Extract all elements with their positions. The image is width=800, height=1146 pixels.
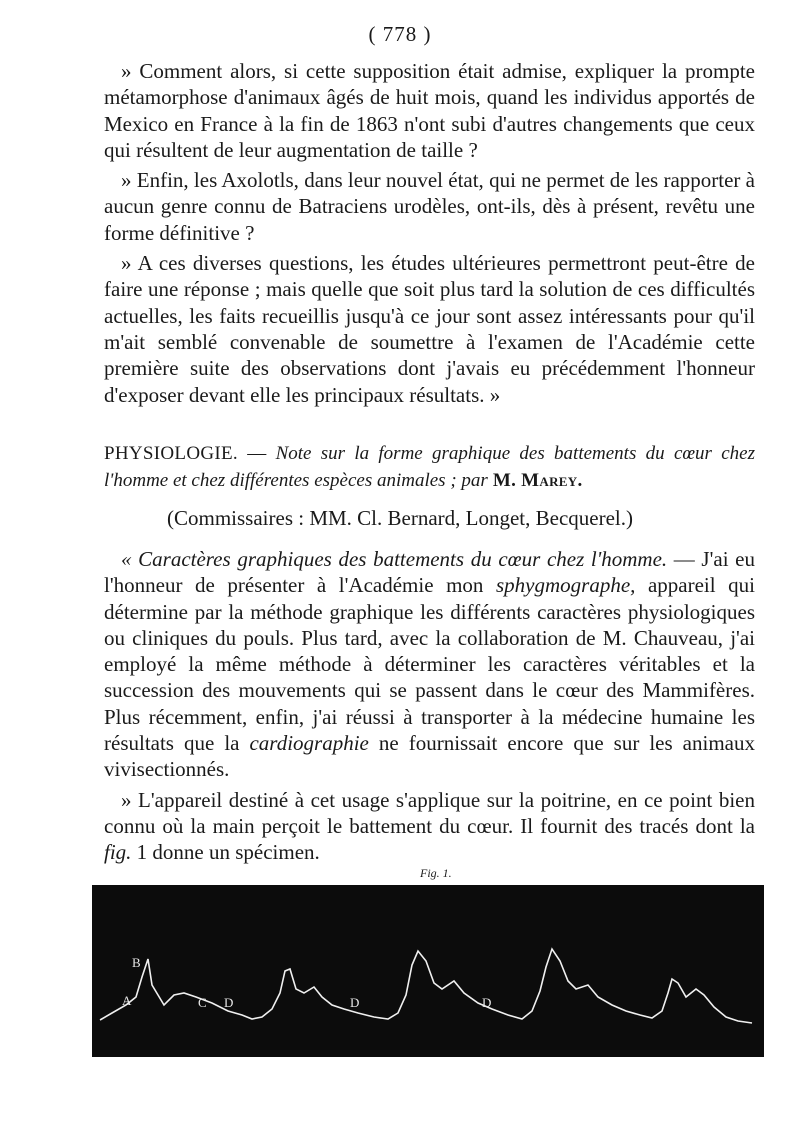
paragraph — [104, 787, 755, 866]
section-dash: — — [237, 443, 276, 464]
figure-letter: D — [224, 995, 234, 1010]
paragraph-text: — J'ai eu l'honneur de présenter à l'Académie mon — [104, 547, 755, 598]
commissaires: (Commissaires : MM. Cl. Bernard, Longet, Becquerel.) — [167, 506, 633, 530]
cardiograph-trace — [92, 885, 764, 1057]
term-cardiographie: cardiographie — [249, 731, 369, 756]
paragraph-text: ne fournissait encore que sur les animaux vivisectionnés. — [104, 731, 755, 782]
page-number: ( 778 ) — [368, 22, 432, 46]
figure-caption: Fig. 1. — [420, 866, 452, 880]
paragraph-text: » L'appareil destiné à cet usage s'applique sur la poitrine, en ce point bien connu où la main perçoit le battement du cœur. Il fournit des tracés dont la — [104, 787, 755, 838]
figure-letter: C — [198, 995, 207, 1010]
paragraph-lead: « Caractères graphiques des battements du cœur chez l'homme. — [121, 547, 668, 571]
fig-reference: fig. — [104, 840, 132, 865]
figure-letter: D — [350, 995, 360, 1010]
opening-paragraphs — [104, 58, 755, 408]
paragraph-text: 1 donne un spécimen. — [131, 840, 320, 865]
paragraph: » Enfin, les Axolotls, dans leur nouvel état, qui ne permet de les rapporter à aucun genre connu de Batraciens urodèles, ont-ils, dès à présent, revêtu une forme définitive ? — [104, 168, 755, 245]
figure-letter: A — [122, 993, 132, 1008]
section-heading-text — [104, 440, 755, 494]
paragraph-text: appareil qui détermine par la méthode graphique les différents caractères physiologiques ou cliniques du pouls. Plus tard, avec la collaboration de M. Chauveau, j'ai employé la même méthode à déterminer les caractères véritables et la succession des mouvements qui se passent dans le cœur des Mammifères. Plus récemment, enfin, j'ai réussi à transporter à la médecine humaine les résultats que la — [104, 573, 755, 756]
paragraph — [104, 546, 755, 783]
section-heading — [104, 440, 755, 494]
term-sphygmographe: sphygmographe, — [496, 573, 636, 598]
cardiograph-figure — [92, 885, 764, 1057]
body-text — [104, 546, 755, 866]
paragraph: » Comment alors, si cette supposition était admise, expliquer la prompte métamorphose d'animaux âgés de huit mois, quand les individus apportés de Mexico en France à la fin de 1863 n'ont subi d'autres changements que ceux qui résultent de leur augmentation de taille ? — [104, 59, 755, 162]
paragraph: » A ces diverses questions, les études ultérieures permettront peut-être de faire une réponse ; mais quelle que soit plus tard la solution de ces difficultés actuelles, les faits recueillis jusqu'à ce jour sont assez intéressants pour qu'il m'ait semblé convenable de soumettre à l'examen de l'Académie cette première suite des observations dont j'avais eu précédemment l'honneur d'exposer devant elle les principaux résultats. » — [104, 251, 755, 407]
section-author: M. Marey. — [487, 470, 583, 491]
trace-line — [100, 949, 752, 1023]
section-title: Note sur la forme graphique des battements du cœur chez l'homme et chez différentes espèces animales ; par — [104, 443, 755, 491]
figure-letter: B — [132, 955, 141, 970]
figure-letter: D — [482, 995, 492, 1010]
section-label: PHYSIOLOGIE. — [104, 443, 238, 464]
